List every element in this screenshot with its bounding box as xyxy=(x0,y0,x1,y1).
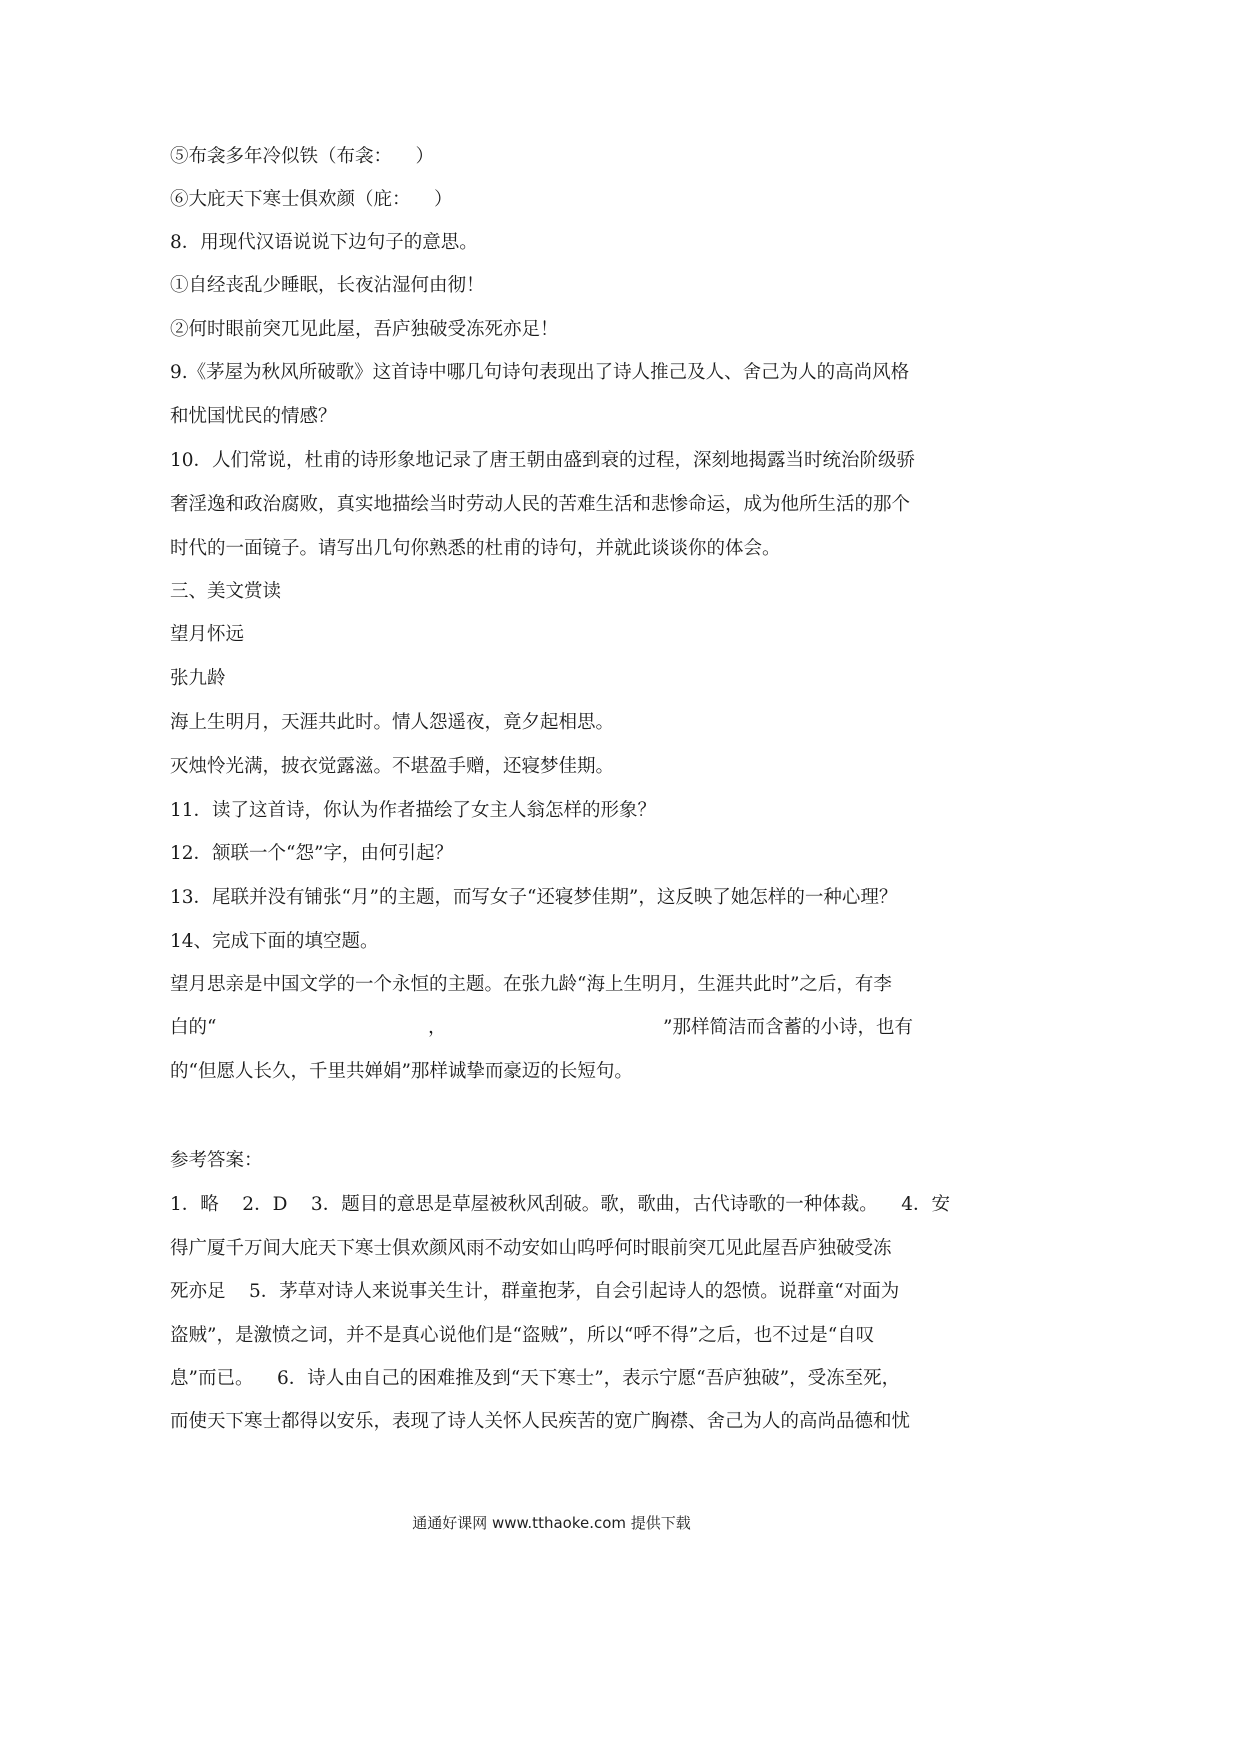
answer-line: 息”而已。 6．诗人由自己的困难推及到“天下寒士”，表示宁愿“吾庐独破”，受冻至死， xyxy=(170,1368,901,1389)
question-heading: 14、完成下面的填空题。 xyxy=(170,931,379,952)
question-heading: 8．用现代汉语说说下边句子的意思。 xyxy=(170,232,478,253)
question-line: ①自经丧乱少睡眠，长夜沾湿何由彻！ xyxy=(170,275,485,296)
answer-heading: 参考答案： xyxy=(170,1150,263,1171)
fill-blank-separator: ， xyxy=(428,1017,447,1038)
question-line: 奢淫逸和政治腐败，真实地描绘当时劳动人民的苦难生活和悲惨命运，成为他所生活的那个 xyxy=(170,494,911,515)
question-heading: 9.《茅屋为秋风所破歌》这首诗中哪几句诗句表现出了诗人推己及人、舍己为人的高尚风格 xyxy=(170,362,910,383)
question-heading: 10．人们常说，杜甫的诗形象地记录了唐王朝由盛到衰的过程，深刻地揭露当时统治阶级骄 xyxy=(170,450,916,471)
poem-line: 灭烛怜光满，披衣觉露滋。不堪盈手赠，还寝梦佳期。 xyxy=(170,756,615,777)
question-heading: 12．颔联一个“怨”字，由何引起？ xyxy=(170,843,453,864)
question-line: 望月思亲是中国文学的一个永恒的主题。在张九龄“海上生明月，生涯共此时”之后，有李 xyxy=(170,974,892,995)
question-line: ⑤布衾多年冷似铁（布衾： ） xyxy=(170,146,435,167)
question-heading: 11．读了这首诗，你认为作者描绘了女主人翁怎样的形象？ xyxy=(170,800,657,821)
question-heading: 13．尾联并没有铺张“月”的主题，而写女子“还寝梦佳期”，这反映了她怎样的一种心理？ xyxy=(170,887,898,908)
fill-blank-close: ”那样简洁而含蓄的小诗，也有 xyxy=(663,1017,913,1038)
answer-line: 而使天下寒士都得以安乐，表现了诗人关怀人民疾苦的宽广胸襟、舍己为人的高尚品德和忧 xyxy=(170,1411,911,1432)
question-line: 的“但愿人长久，千里共婵娟”那样诚挚而豪迈的长短句。 xyxy=(170,1061,633,1082)
question-line: 时代的一面镜子。请写出几句你熟悉的杜甫的诗句，并就此谈谈你的体会。 xyxy=(170,538,781,559)
answer-line: 1．略 2．D 3．题目的意思是草屋被秋风刮破。歌，歌曲，古代诗歌的一种体裁。 4．安 xyxy=(170,1194,950,1215)
answer-line: 盗贼”，是激愤之词，并不是真心说他们是“盗贼”，所以“呼不得”之后，也不过是“自叹 xyxy=(170,1325,875,1346)
poem-line: 海上生明月，天涯共此时。情人怨遥夜，竟夕起相思。 xyxy=(170,712,615,733)
question-line: ⑥大庇天下寒士俱欢颜（庇： ） xyxy=(170,189,453,210)
fill-blank-open: 白的“ xyxy=(170,1017,217,1038)
page-footer: 通通好课网 www.tthaoke.com 提供下载 xyxy=(412,1514,691,1532)
question-line: ②何时眼前突兀见此屋，吾庐独破受冻死亦足！ xyxy=(170,319,559,340)
answer-line: 得广厦千万间大庇天下寒士俱欢颜风雨不动安如山呜呼何时眼前突兀见此屋吾庐独破受冻 xyxy=(170,1238,892,1259)
question-line: 和忧国忧民的情感？ xyxy=(170,406,337,427)
answer-line: 死亦足 5．茅草对诗人来说事关生计，群童抱茅，自会引起诗人的怨愤。说群童“对面为 xyxy=(170,1281,900,1302)
poem-author: 张九龄 xyxy=(170,668,226,689)
poem-title: 望月怀远 xyxy=(170,624,245,645)
section-heading: 三、美文赏读 xyxy=(170,581,282,602)
